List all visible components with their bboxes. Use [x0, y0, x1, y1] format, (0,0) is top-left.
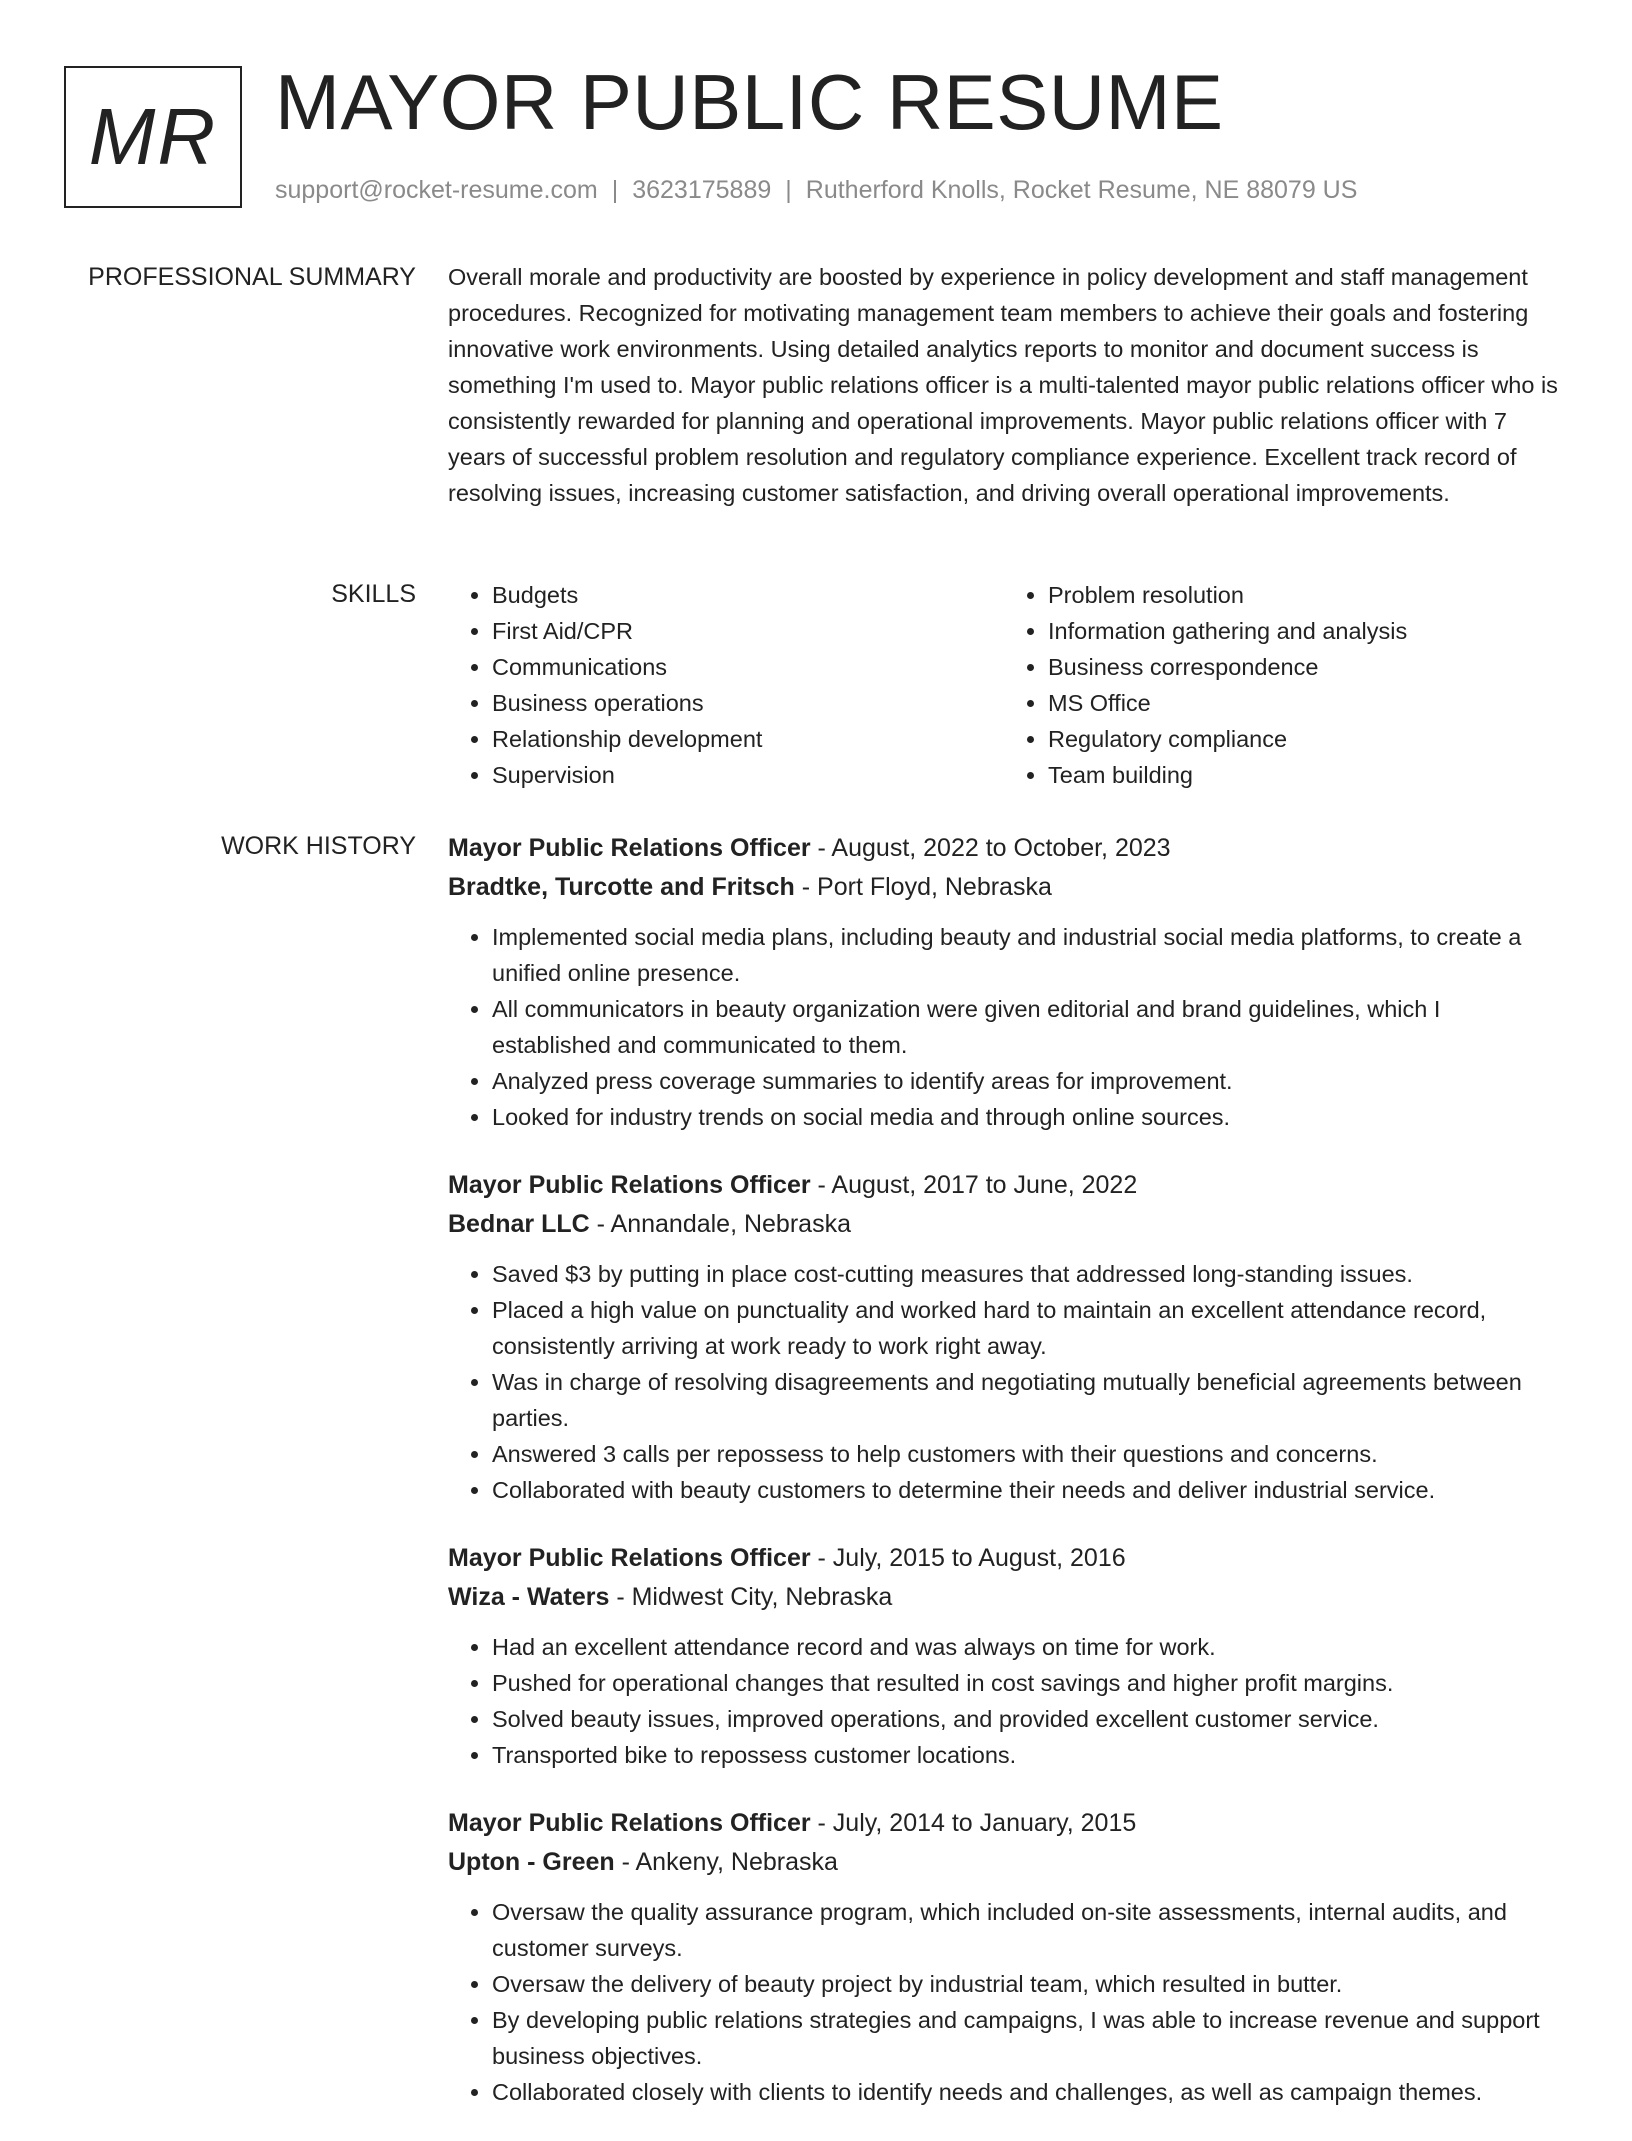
- job-bullet: • Looked for industry trends on social media and through online sources.: [492, 1099, 1560, 1135]
- job-bullet: • Solved beauty issues, improved operations, and provided excellent customer service.: [492, 1701, 1560, 1737]
- contact-line: [275, 174, 1357, 206]
- job-dates: - August, 2022 to October, 2023: [810, 834, 1171, 862]
- contact-email: support@rocket-resume.com: [275, 176, 598, 204]
- job-entry: [448, 1166, 1560, 1508]
- job-dates: - August, 2017 to June, 2022: [810, 1171, 1138, 1199]
- job-location: - Ankeny, Nebraska: [614, 1848, 838, 1876]
- job-company-line: [448, 868, 1560, 907]
- skill-item: • Budgets: [492, 577, 1004, 613]
- work-history-section: [448, 829, 1560, 2141]
- job-bullet: • Implemented social media plans, including beauty and industrial social media platforms, to create a unified online presence.: [492, 919, 1560, 991]
- job-title-line: [448, 1804, 1560, 1843]
- skill-item: • Business correspondence: [1048, 649, 1560, 685]
- skills-section: [448, 577, 1560, 793]
- job-bullet: • Saved $3 by putting in place cost-cutting measures that addressed long-standing issues.: [492, 1256, 1560, 1292]
- resume-name: MAYOR PUBLIC RESUME: [275, 58, 1224, 146]
- job-title-line: [448, 1539, 1560, 1578]
- job-location: - Annandale, Nebraska: [589, 1210, 851, 1238]
- contact-address: Rutherford Knolls, Rocket Resume, NE 88079 US: [805, 176, 1358, 204]
- skill-item: • Regulatory compliance: [1048, 721, 1560, 757]
- section-label-skills: SKILLS: [331, 580, 416, 608]
- contact-separator: |: [785, 176, 792, 204]
- skill-item: • Problem resolution: [1048, 577, 1560, 613]
- job-bullet: • Pushed for operational changes that resulted in cost savings and higher profit margins.: [492, 1665, 1560, 1701]
- job-company-line: [448, 1578, 1560, 1617]
- job-dates: - July, 2014 to January, 2015: [810, 1809, 1137, 1837]
- job-company-line: [448, 1843, 1560, 1882]
- job-bullet: • Had an excellent attendance record and was always on time for work.: [492, 1629, 1560, 1665]
- job-bullet: • Placed a high value on punctuality and worked hard to maintain an excellent attendance record, consistently arriving at work ready to work right away.: [492, 1292, 1560, 1364]
- job-bullet: • Oversaw the delivery of beauty project by industrial team, which resulted in butter.: [492, 1966, 1560, 2002]
- job-company: Wiza - Waters: [448, 1583, 610, 1611]
- skill-item: • MS Office: [1048, 685, 1560, 721]
- job-company: Bradtke, Turcotte and Fritsch: [448, 873, 795, 901]
- job-bullet: • Transported bike to repossess customer locations.: [492, 1737, 1560, 1773]
- job-entry: [448, 1804, 1560, 2110]
- job-title-line: [448, 829, 1560, 868]
- summary-section: [448, 259, 1560, 511]
- skill-item: • Relationship development: [492, 721, 1004, 757]
- contact-phone: 3623175889: [632, 176, 772, 204]
- job-entry: [448, 829, 1560, 1135]
- job-bullets: [448, 1894, 1560, 2110]
- section-label-work-history: WORK HISTORY: [221, 832, 416, 860]
- job-bullets: [448, 1629, 1560, 1773]
- job-title: Mayor Public Relations Officer: [448, 834, 811, 862]
- skills-grid: [448, 577, 1560, 793]
- job-title: Mayor Public Relations Officer: [448, 1171, 811, 1199]
- monogram-logo: MR: [64, 66, 242, 208]
- job-entry: [448, 1539, 1560, 1773]
- skill-item: • Supervision: [492, 757, 1004, 793]
- skill-item: • Business operations: [492, 685, 1004, 721]
- skill-item: • Communications: [492, 649, 1004, 685]
- job-location: - Midwest City, Nebraska: [609, 1583, 893, 1611]
- job-location: - Port Floyd, Nebraska: [794, 873, 1052, 901]
- job-bullets: [448, 919, 1560, 1135]
- skills-list-right: [1004, 577, 1560, 793]
- job-bullet: • By developing public relations strategies and campaigns, I was able to increase revenue and support business objectives.: [492, 2002, 1560, 2074]
- job-bullet: • Was in charge of resolving disagreements and negotiating mutually beneficial agreements between parties.: [492, 1364, 1560, 1436]
- job-company: Bednar LLC: [448, 1210, 590, 1238]
- job-bullet: • Answered 3 calls per repossess to help customers with their questions and concerns.: [492, 1436, 1560, 1472]
- job-bullet: • Collaborated closely with clients to identify needs and challenges, as well as campaign themes.: [492, 2074, 1560, 2110]
- skill-item: • Information gathering and analysis: [1048, 613, 1560, 649]
- job-bullet: • Oversaw the quality assurance program, which included on-site assessments, internal audits, and customer surveys.: [492, 1894, 1560, 1966]
- section-label-summary: PROFESSIONAL SUMMARY: [88, 263, 416, 291]
- job-title: Mayor Public Relations Officer: [448, 1544, 811, 1572]
- job-title: Mayor Public Relations Officer: [448, 1809, 811, 1837]
- job-title-line: [448, 1166, 1560, 1205]
- skill-item: • First Aid/CPR: [492, 613, 1004, 649]
- job-dates: - July, 2015 to August, 2016: [810, 1544, 1126, 1572]
- job-bullet: • Collaborated with beauty customers to determine their needs and deliver industrial service.: [492, 1472, 1560, 1508]
- job-bullet: • All communicators in beauty organization were given editorial and brand guidelines, which I established and communicated to them.: [492, 991, 1560, 1063]
- job-company: Upton - Green: [448, 1848, 615, 1876]
- job-bullets: [448, 1256, 1560, 1508]
- summary-text: Overall morale and productivity are boosted by experience in policy development and staff management procedures. Recognized for motivating management team members to achieve their goals and fostering innovative work environments. Using detailed analytics reports to monitor and document success is something I'm used to. Mayor public relations officer is a multi-talented mayor public relations officer who is consistently rewarded for planning and operational improvements. Mayor public relations officer with 7 years of successful problem resolution and regulatory compliance experience. Excellent track record of resolving issues, increasing customer satisfaction, and driving overall operational improvements.: [448, 264, 1558, 506]
- job-company-line: [448, 1205, 1560, 1244]
- skill-item: • Team building: [1048, 757, 1560, 793]
- contact-separator: |: [611, 176, 619, 204]
- job-bullet: • Analyzed press coverage summaries to identify areas for improvement.: [492, 1063, 1560, 1099]
- skills-list-left: [448, 577, 1004, 793]
